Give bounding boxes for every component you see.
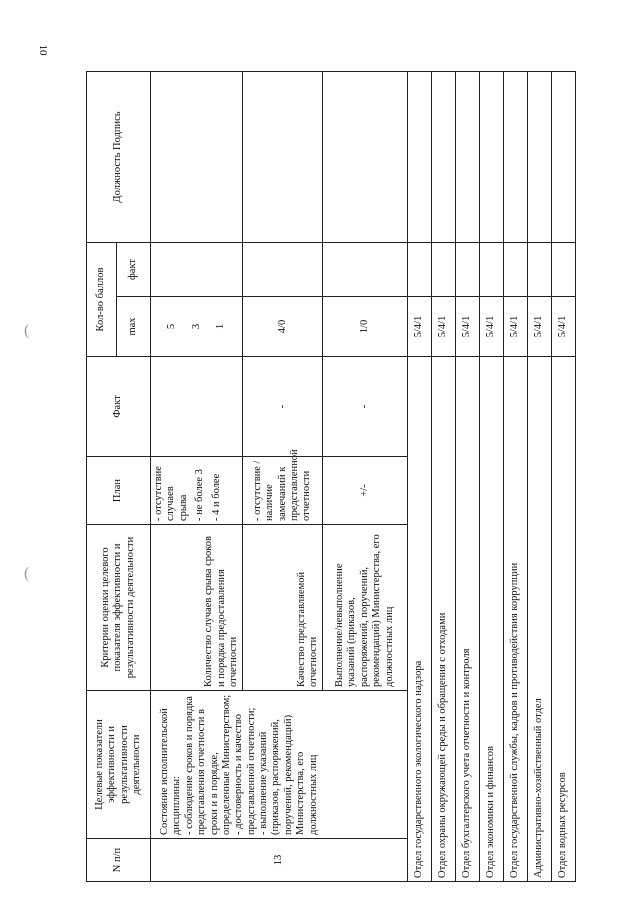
- row-13-max-b: 4/0: [243, 297, 323, 357]
- department-name: Отдел бухгалтерского учета отчетности и контроля: [455, 357, 479, 882]
- header-indicators: Целевые показатели эффективности и результативности деятельности: [87, 691, 151, 839]
- row-13-indicator: Состояние исполнительской дисциплины: - соблюдение сроков и порядка представления отчетности в сроки и в порядке, определенные Министерством; - достоверность и качество представленной отчетности; - выполнение указаний (приказов, распоряжений, поручений, рекомендаций) Министерства, его должностных лиц: [151, 691, 408, 839]
- scan-mark: (: [24, 565, 30, 582]
- department-fact: [527, 243, 551, 297]
- header-score-max: max: [117, 297, 151, 357]
- department-max: 5/4/1: [527, 297, 551, 357]
- department-max: 5/4/1: [407, 297, 431, 357]
- row-13-score-fact-a: [151, 243, 243, 297]
- row-13-criteria-c: Выполнение/невыполнение указаний (приказов, распоряжений, поручений, рекомендаций) Министерства, его должностных лиц: [323, 525, 407, 691]
- page-number: 10: [37, 44, 49, 56]
- row-13-max-a: [151, 297, 243, 357]
- rotated-table-container: [86, 72, 576, 882]
- row-13-score-fact-c: [323, 243, 407, 297]
- department-fact: [455, 243, 479, 297]
- department-name: Административно-хозяйственный отдел: [527, 357, 551, 882]
- row-13-sign-c: [323, 72, 407, 243]
- row-13-score-fact-b: [243, 243, 323, 297]
- department-sign: [407, 72, 431, 243]
- department-name: Отдел охраны окружающей среды и обращения с отходами: [431, 357, 455, 882]
- department-fact: [551, 243, 575, 297]
- department-fact: [503, 243, 527, 297]
- row-13-fact-b: -: [243, 357, 323, 457]
- department-sign: [479, 72, 503, 243]
- department-max: 5/4/1: [503, 297, 527, 357]
- department-name: Отдел экономики и финансов: [479, 357, 503, 882]
- department-fact: [431, 243, 455, 297]
- max-a-value: 1: [214, 323, 226, 330]
- max-a-value: 3: [190, 323, 202, 330]
- department-sign: [527, 72, 551, 243]
- plan-a-line: - не более 3: [194, 469, 206, 521]
- department-sign: [551, 72, 575, 243]
- row-13-num: 13: [151, 839, 408, 882]
- header-fact: Факт: [87, 357, 151, 457]
- department-row: [431, 72, 455, 882]
- row-13-max-c: 1/0: [323, 297, 407, 357]
- department-sign: [455, 72, 479, 243]
- row-13-plan-c: +/-: [323, 457, 407, 525]
- department-row: [407, 72, 431, 882]
- row-13-fact-a: [151, 357, 243, 457]
- header-criteria: Критерии оценки целевого показателя эффективности и результативности деятельности: [87, 525, 151, 691]
- department-name: Отдел государственного экологического надзора: [407, 357, 431, 882]
- department-row: [455, 72, 479, 882]
- header-row: [87, 72, 117, 882]
- plan-a-line: - отсутствие случаев срыва: [153, 466, 189, 521]
- department-row: [479, 72, 503, 882]
- row-13-sign-a: [151, 72, 243, 243]
- department-row: [503, 72, 527, 882]
- row-13-a: [151, 72, 243, 882]
- department-row: [527, 72, 551, 882]
- department-max: 5/4/1: [479, 297, 503, 357]
- plan-a-line: - 4 и более: [210, 473, 222, 521]
- header-num: N п/п: [87, 839, 151, 882]
- header-sign: Должность Подпись: [87, 72, 151, 243]
- header-score-fact: факт: [117, 243, 151, 297]
- department-sign: [503, 72, 527, 243]
- department-name: Отдел водных ресурсов: [551, 357, 575, 882]
- department-name: Отдел государственной службы, кадров и противодействия коррупции: [503, 357, 527, 882]
- department-fact: [407, 243, 431, 297]
- row-13-plan-a: [151, 457, 243, 525]
- header-score: Кол-во баллов: [87, 243, 117, 357]
- department-row: [551, 72, 575, 882]
- department-max: 5/4/1: [455, 297, 479, 357]
- row-13-criteria-b: Качество представляемой отчетности: [243, 525, 323, 691]
- department-sign: [431, 72, 455, 243]
- evaluation-table: [86, 71, 576, 882]
- scan-mark: (: [24, 322, 30, 339]
- department-max: 5/4/1: [431, 297, 455, 357]
- max-a-value: 5: [166, 323, 178, 330]
- header-plan: План: [87, 457, 151, 525]
- row-13-sign-b: [243, 72, 323, 243]
- department-fact: [479, 243, 503, 297]
- row-13-plan-b: - отсутствие /наличие замечаний к представленной отчетности: [243, 457, 323, 525]
- row-13-fact-c: -: [323, 357, 407, 457]
- row-13-criteria-a: Количество случаев срыва сроков и порядка предоставления отчетности: [151, 525, 243, 691]
- department-max: 5/4/1: [551, 297, 575, 357]
